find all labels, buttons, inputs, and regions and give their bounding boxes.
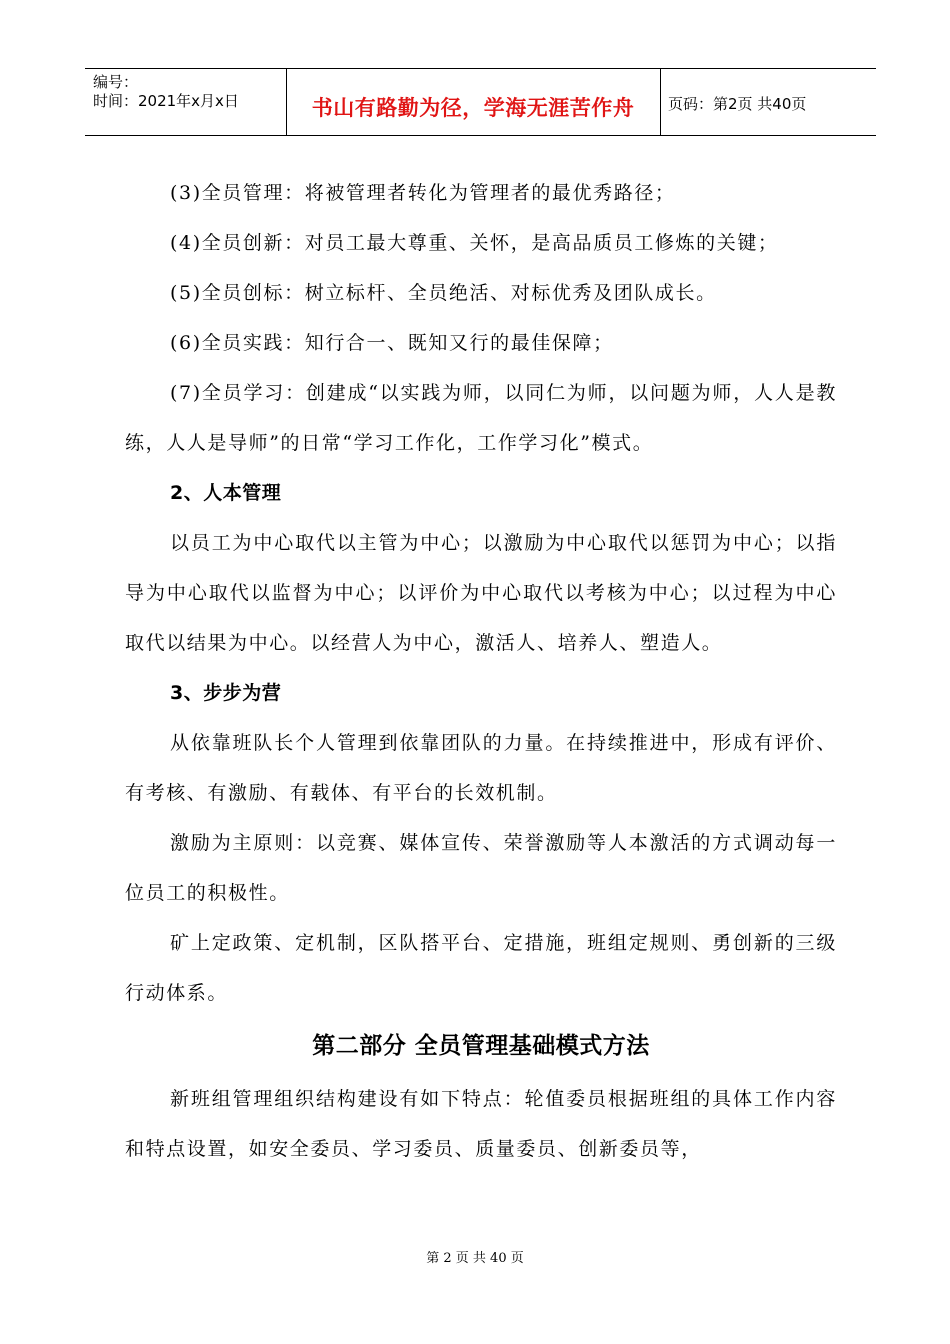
header-meta — [93, 73, 239, 111]
document-body — [125, 168, 837, 1174]
list-item: (6)全员实践：知行合一、既知又行的最佳保障； — [170, 332, 614, 354]
part-title: 第二部分 全员管理基础模式方法 — [312, 1033, 650, 1059]
header-top-rule — [85, 68, 876, 69]
list-item: (3)全员管理：将被管理者转化为管理者的最优秀路径； — [170, 182, 676, 204]
number-label: 编号： — [93, 73, 139, 91]
time-label: 时间：2021年x月x日 — [93, 92, 239, 110]
header-divider-right — [660, 68, 661, 136]
page-header — [85, 68, 876, 136]
paragraph: 新班组管理组织结构建设有如下特点：轮值委员根据班组的具体工作内容和特点设置，如安全委员、学习委员、质量委员、创新委员等， — [125, 1088, 837, 1160]
paragraph: 矿上定政策、定机制，区队搭平台、定措施，班组定规则、勇创新的三级行动体系。 — [125, 932, 837, 1004]
list-item: (4)全员创新：对员工最大尊重、关怀，是高品质员工修炼的关键； — [170, 232, 779, 254]
paragraph: 以员工为中心取代以主管为中心；以激励为中心取代以惩罚为中心；以指导为中心取代以监督为中心；以评价为中心取代以考核为中心；以过程为中心取代以结果为中心。以经营人为中心，激活人、培养人、塑造人。 — [125, 532, 837, 654]
paragraph: 从依靠班队长个人管理到依靠团队的力量。在持续推进中，形成有评价、有考核、有激励、有载体、有平台的长效机制。 — [125, 732, 837, 804]
list-item: (5)全员创标：树立标杆、全员绝活、对标优秀及团队成长。 — [170, 282, 717, 304]
paragraph: 激励为主原则：以竞赛、媒体宣传、荣誉激励等人本激活的方式调动每一位员工的积极性。 — [125, 832, 837, 904]
header-motto: 书山有路勤为径，学海无涯苦作舟 — [311, 96, 635, 120]
header-page-label: 页码：第2页 共40页 — [668, 95, 807, 113]
header-bottom-rule — [85, 135, 876, 136]
section-heading-2: 2、人本管理 — [170, 482, 282, 504]
section-heading-3: 3、步步为营 — [170, 682, 282, 704]
list-item: (7)全员学习：创建成“以实践为师，以同仁为师，以问题为师，人人是教练，人人是导师”的日常“学习工作化，工作学习化”模式。 — [125, 382, 837, 454]
page-footer: 第 2 页 共 40 页 — [426, 1251, 524, 1266]
